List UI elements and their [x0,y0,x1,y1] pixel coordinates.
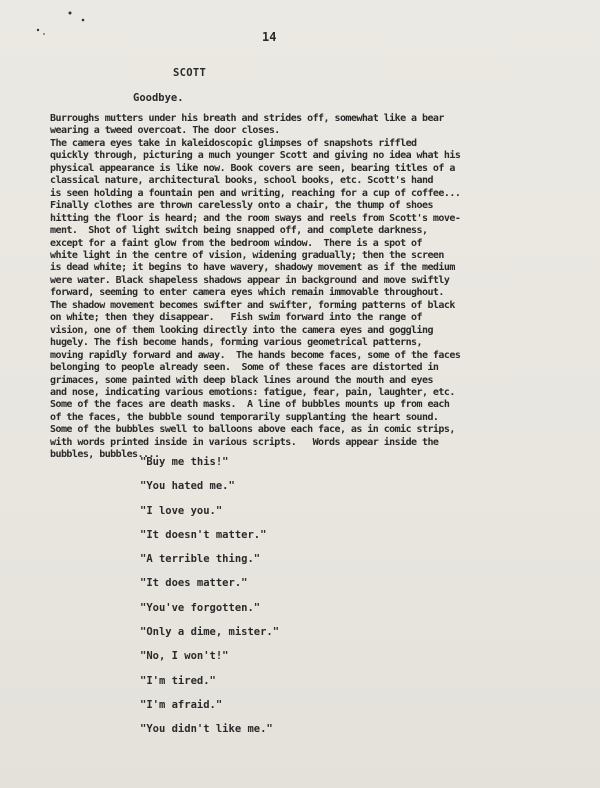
body-line: were water. Black shapeless shadows appear in background and move swiftly [50,274,450,286]
body-line: ment. Shot of light switch being snapped off, and complete darkness, [50,225,428,237]
body-line: The camera eyes take in kaleidoscopic glimpses of snapshots riffled [50,137,417,149]
body-line: The shadow movement becomes swifter and swifter, forming patterns of black [50,299,455,311]
body-line: quickly through, picturing a much younger Scott and giving no idea what his [50,150,461,162]
body-line: white light in the centre of vision, widening gradually; then the screen [50,249,444,261]
body-line: vision, one of them looking directly into the camera eyes and goggling [50,324,433,336]
dialogue-item: "You hated me." [140,480,235,493]
dialogue-item: "I'm afraid." [140,698,223,711]
dialogue-item: "I love you." [140,504,223,517]
bleed-through-text [95,712,455,772]
body-line: hitting the floor is heard; and the room sways and reels from Scott's move- [50,212,461,224]
stage-directions [50,113,590,462]
bubble-dialogue-list [140,456,279,748]
body-line: physical appearance is like now. Book covers are seen, bearing titles of a [50,162,455,174]
dialogue-item: "No, I won't!" [140,650,229,663]
body-line: Finally clothes are thrown carelessly onto a chair, the thump of shoes [50,200,433,212]
dialogue-item: "You've forgotten." [140,601,261,614]
dialogue-line-goodbye: Goodbye. [133,92,184,104]
dialogue-item: "You didn't like me." [140,723,273,736]
body-line: on white; then they disappear. Fish swim forward into the range of [50,312,422,324]
body-line: classical nature, architectural books, school books, etc. Scott's hand [50,175,433,187]
body-line: of the faces, the bubble sound temporarily supplanting the heart sound. [50,411,439,423]
body-line: is seen holding a fountain pen and writing, reaching for a cup of coffee... [50,187,461,199]
dialogue-item: "It doesn't matter." [140,528,267,541]
dialogue-item: "I'm tired." [140,674,216,687]
dialogue-item: "It does matter." [140,577,248,590]
body-line: Some of the bubbles swell to balloons above each face, as in comic strips, [50,424,455,436]
body-line: Burroughs mutters under his breath and strides off, somewhat like a bear [50,113,444,124]
dialogue-item: "Buy me this!" [140,456,229,468]
speaker-name: SCOTT [173,67,207,79]
body-line: moving rapidly forward and away. The hands become faces, some of the faces [50,349,461,361]
page-number: 14 [262,30,277,44]
body-line: bubbles, bubbles.... [50,449,160,461]
body-line: belonging to people already seen. Some of these faces are distorted in [50,362,439,374]
body-line: Some of the faces are death masks. A line of bubbles mounts up from each [50,399,450,411]
body-line: and nose, indicating various emotions: fatigue, fear, pain, laughter, etc. [50,386,455,398]
body-line: hugely. The fish become hands, forming various geometrical patterns, [50,337,422,349]
body-line: with words printed inside in various scripts. Words appear inside the [50,436,439,448]
paper-specks [30,10,100,40]
body-line: except for a faint glow from the bedroom window. There is a spot of [50,237,422,249]
body-line: wearing a tweed overcoat. The door closes. [50,125,280,137]
dialogue-item: "Only a dime, mister." [140,626,280,639]
body-line: forward, seeming to enter camera eyes which remain immovable throughout. [50,287,444,299]
dialogue-item: "A terrible thing." [140,553,261,566]
body-line: grimaces, some painted with deep black lines around the mouth and eyes [50,374,433,386]
body-line: is dead white; it begins to have wavery, shadowy movement as if the medium [50,262,455,274]
